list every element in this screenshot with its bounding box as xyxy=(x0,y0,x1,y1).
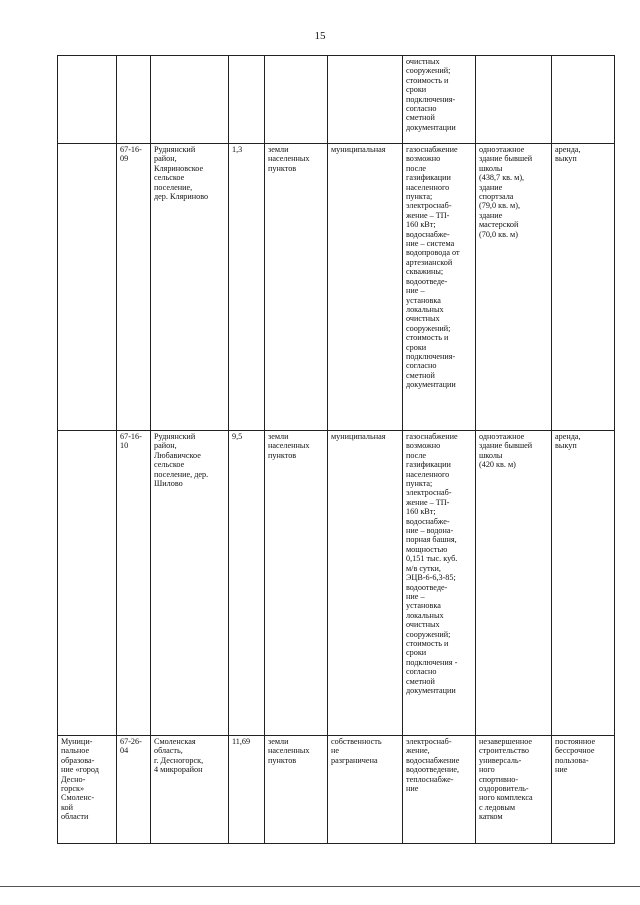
page-bottom-rule xyxy=(0,886,640,887)
address-cell: Руднянский район, Кляриновское сельское поселение, дер. Кляриново xyxy=(151,144,229,431)
table-row xyxy=(58,144,615,431)
table-row xyxy=(58,736,615,844)
code-cell: 67-16- 09 xyxy=(117,144,151,431)
terms-cell: постоянное бессрочное пользова- ние xyxy=(552,736,615,844)
code-cell xyxy=(117,56,151,144)
infrastructure-cell: газоснабжение возможно после газификации населенного пункта; электроснаб- жение – ТП- 160 кВт; водоснабже- ние – система водопровода от артезианской скважины; водоотведе- ние – установка локальных очистных сооружений; стоимость и сроки подключения- согласно сметной документации xyxy=(403,144,476,431)
code-cell: 67-16- 10 xyxy=(117,431,151,736)
category-cell: земли населенных пунктов xyxy=(265,431,328,736)
category-cell: земли населенных пунктов xyxy=(265,144,328,431)
ownership-cell: собственность не разграничена xyxy=(328,736,403,844)
address-cell: Смоленская область, г. Десногорск, 4 микрорайон xyxy=(151,736,229,844)
objects-cell: одноэтажное здание бывшей школы (420 кв. м) xyxy=(476,431,552,736)
terms-cell: аренда, выкуп xyxy=(552,144,615,431)
municipality-cell xyxy=(58,431,117,736)
ownership-cell: муниципальная xyxy=(328,431,403,736)
infrastructure-cell: электроснаб- жение, водоснабжение водоотведение, теплоснабже- ние xyxy=(403,736,476,844)
infrastructure-cell: газоснабжение возможно после газификации населенного пункта; электроснаб- жение – ТП- 160 кВт; водоснабже- ние – водона- порная башня, мощностью 0,151 тыс. куб. м/в сутки, ЭЦВ-6-6,3-85; водоотведе- ние – установка локальных очистных сооружений; стоимость и сроки подключения - согласно сметной документации xyxy=(403,431,476,736)
code-cell: 67-26- 04 xyxy=(117,736,151,844)
address-cell: Руднянский район, Любавичское сельское поселение, дер. Шилово xyxy=(151,431,229,736)
address-cell xyxy=(151,56,229,144)
municipality-cell: Муници- пальное образова- ние «город Десно- горск» Смоленс- кой области xyxy=(58,736,117,844)
objects-cell: одноэтажное здание бывшей школы (438,7 кв. м), здание спортзала (79,0 кв. м), здание мастерской (70,0 кв. м) xyxy=(476,144,552,431)
category-cell xyxy=(265,56,328,144)
municipality-cell xyxy=(58,56,117,144)
objects-cell xyxy=(476,56,552,144)
municipality-cell xyxy=(58,144,117,431)
infrastructure-cell: очистных сооружений; стоимость и сроки подключения- согласно сметной документации xyxy=(403,56,476,144)
terms-cell xyxy=(552,56,615,144)
terms-cell: аренда, выкуп xyxy=(552,431,615,736)
land-plots-table xyxy=(57,55,615,844)
ownership-cell: муниципальная xyxy=(328,144,403,431)
area-cell: 9,5 xyxy=(229,431,265,736)
table-row xyxy=(58,56,615,144)
objects-cell: незавершенное строительство универсаль- ного спортивно- оздоровитель- ного комплекса с ледовым катком xyxy=(476,736,552,844)
category-cell: земли населенных пунктов xyxy=(265,736,328,844)
area-cell: 1,3 xyxy=(229,144,265,431)
area-cell xyxy=(229,56,265,144)
table-row xyxy=(58,431,615,736)
page-number: 15 xyxy=(314,30,326,42)
ownership-cell xyxy=(328,56,403,144)
area-cell: 11,69 xyxy=(229,736,265,844)
